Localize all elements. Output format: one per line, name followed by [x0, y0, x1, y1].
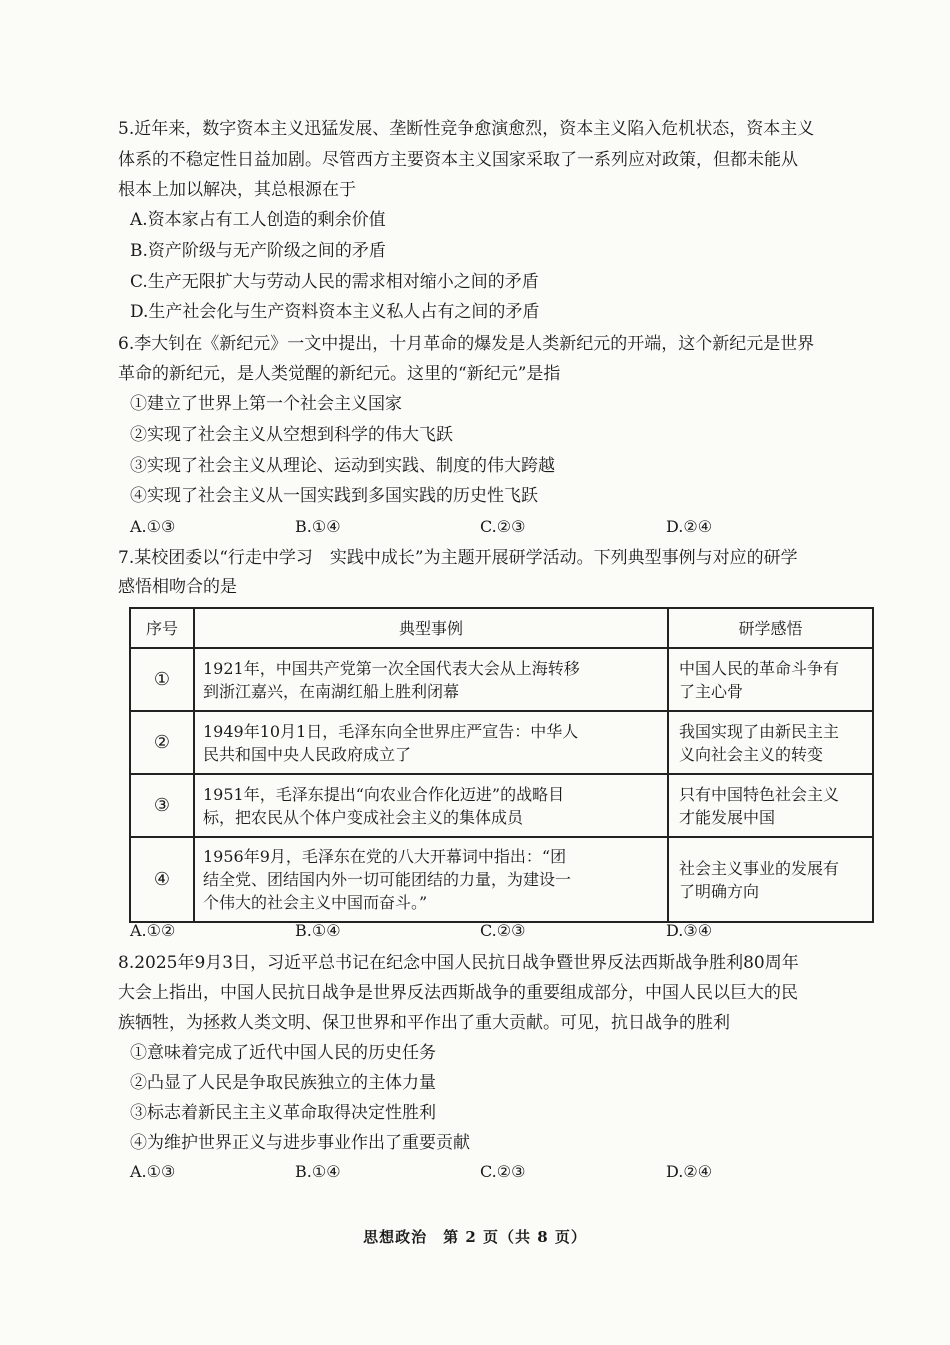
q5-stem-line: 根本上加以解决，其总根源在于: [118, 180, 356, 200]
event-line: 个伟大的社会主义中国而奋斗。”: [203, 893, 428, 912]
table-row: [130, 774, 873, 837]
header-event: 典型事例: [194, 608, 668, 648]
event-line: 标，把农民从个体户变成社会主义的集体成员: [203, 807, 524, 827]
q8-stem-line: 大会上指出，中国人民抗日战争是世界反法西斯战争的重要组成部分，中国人民以巨大的民: [118, 983, 798, 1003]
q7-choice-c: C.②③: [480, 921, 526, 940]
q8-choice-a: A.①③: [130, 1162, 176, 1181]
q6-choice-a: A.①③: [130, 517, 176, 536]
table-row: [130, 837, 873, 922]
page-footer: 思想政治 第 2 页（共 8 页）: [363, 1228, 587, 1246]
q6-stem-line: 革命的新纪元，是人类觉醒的新纪元。这里的“新纪元”是指: [118, 364, 561, 384]
reflection-line: 只有中国特色社会主义: [679, 784, 840, 804]
q7-choice-a: A.①②: [130, 921, 176, 940]
q5-option-b: B.资产阶级与无产阶级之间的矛盾: [130, 241, 386, 261]
event-line: 1956年9月，毛泽东在党的八大开幕词中指出：“团: [203, 847, 567, 866]
q8-choice-b: B.①④: [295, 1162, 341, 1181]
q5-option-a: A.资本家占有工人创造的剩余价值: [130, 210, 386, 230]
header-reflection: 研学感悟: [668, 608, 873, 648]
event-line: 结全党、团结国内外一切可能团结的力量，为建设一: [203, 870, 572, 889]
q5-option-d: D.生产社会化与生产资料资本主义私人占有之间的矛盾: [130, 302, 540, 322]
q6-item-1: ①建立了世界上第一个社会主义国家: [130, 394, 402, 414]
table-row: [130, 648, 873, 711]
event-line: 1921年，中国共产党第一次全国代表大会从上海转移: [203, 658, 580, 678]
q8-item-1: ①意味着完成了近代中国人民的历史任务: [130, 1043, 436, 1063]
q6-stem-line: 6.李大钊在《新纪元》一文中提出，十月革命的爆发是人类新纪元的开端，这个新纪元是世界: [118, 334, 815, 354]
table-header-row: [130, 608, 873, 648]
reflection-line: 才能发展中国: [679, 807, 776, 827]
q8-item-2: ②凸显了人民是争取民族独立的主体力量: [130, 1073, 436, 1093]
q8-choice-c: C.②③: [480, 1162, 526, 1181]
row-event: [194, 774, 668, 837]
q8-choice-d: D.②④: [666, 1162, 713, 1181]
q6-choice-c: C.②③: [480, 517, 526, 536]
q7-choice-d: D.③④: [666, 921, 713, 940]
event-line: 民共和国中央人民政府成立了: [203, 744, 412, 764]
q6-choice-d: D.②④: [666, 517, 713, 536]
q5-stem-line: 5.近年来，数字资本主义迅猛发展、垄断性竞争愈演愈烈，资本主义陷入危机状态，资本主义: [118, 119, 815, 139]
q5-option-c: C.生产无限扩大与劳动人民的需求相对缩小之间的矛盾: [130, 272, 539, 292]
q7-choice-b: B.①④: [295, 921, 341, 940]
row-number: ①: [130, 648, 194, 711]
event-line: 到浙江嘉兴，在南湖红船上胜利闭幕: [203, 681, 460, 701]
row-number: ④: [130, 837, 194, 922]
q7-stem-line: 感悟相吻合的是: [118, 577, 237, 597]
reflection-line: 义向社会主义的转变: [679, 744, 824, 764]
row-reflection: [668, 837, 873, 922]
reflection-line: 我国实现了由新民主主: [679, 721, 840, 741]
row-reflection: [668, 774, 873, 837]
table-row: [130, 711, 873, 774]
row-event: [194, 648, 668, 711]
q8-stem-line: 8.2025年9月3日，习近平总书记在纪念中国人民抗日战争暨世界反法西斯战争胜利80周年: [118, 953, 799, 973]
reflection-line: 中国人民的革命斗争有: [679, 658, 840, 678]
row-reflection: [668, 711, 873, 774]
q8-stem-line: 族牺牲，为拯救人类文明、保卫世界和平作出了重大贡献。可见，抗日战争的胜利: [118, 1013, 730, 1033]
row-reflection: [668, 648, 873, 711]
q8-item-3: ③标志着新民主主义革命取得决定性胜利: [130, 1103, 436, 1123]
row-number: ②: [130, 711, 194, 774]
q7-stem-line: 7.某校团委以“行走中学习 实践中成长”为主题开展研学活动。下列典型事例与对应的研学: [118, 548, 798, 568]
reflection-line: 了明确方向: [679, 881, 760, 901]
q6-choice-b: B.①④: [295, 517, 341, 536]
q6-choices: [130, 516, 770, 538]
q8-item-4: ④为维护世界正义与进步事业作出了重要贡献: [130, 1133, 470, 1153]
q6-item-4: ④实现了社会主义从一国实践到多国实践的历史性飞跃: [130, 486, 538, 506]
row-event: [194, 711, 668, 774]
row-number: ③: [130, 774, 194, 837]
q5-stem-line: 体系的不稳定性日益加剧。尽管西方主要资本主义国家采取了一系列应对政策，但都未能从: [118, 150, 798, 170]
q7-table: [129, 607, 874, 923]
q6-item-3: ③实现了社会主义从理论、运动到实践、制度的伟大跨越: [130, 456, 555, 476]
q8-choices: [130, 1161, 770, 1183]
row-event: [194, 837, 668, 922]
q7-choices: [130, 920, 770, 942]
q6-item-2: ②实现了社会主义从空想到科学的伟大飞跃: [130, 425, 453, 445]
reflection-line: 了主心骨: [679, 681, 744, 701]
header-number: 序号: [130, 608, 194, 648]
event-line: 1949年10月1日，毛泽东向全世界庄严宣告：中华人: [203, 721, 579, 741]
reflection-line: 社会主义事业的发展有: [679, 858, 840, 878]
event-line: 1951年，毛泽东提出“向农业合作化迈进”的战略目: [203, 784, 565, 804]
